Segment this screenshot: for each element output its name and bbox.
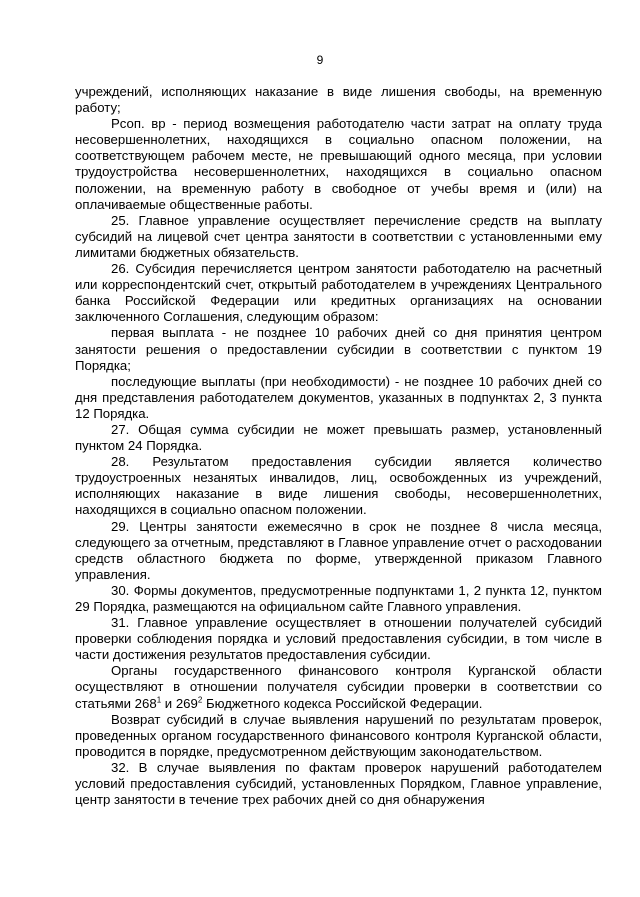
paragraph-first-payment: первая выплата - не позднее 10 рабочих дней со дня принятия центром занятости решения о предоставлении субсидии в соответствии с пунктом 19 Порядка; [75,325,602,373]
paragraph-30: 30. Формы документов, предусмотренные подпунктами 1, 2 пункта 12, пунктом 29 Порядка, размещаются на официальном сайте Главного управления. [75,582,602,614]
financial-control-text: Органы государственного финансового контроля Курганской области осуществляют в отношении получателя субсидии проверки в соответствии со статьями 268 [75,663,602,711]
paragraph-25: 25. Главное управление осуществляет перечисление средств на выплату субсидий на лицевой счет центра занятости в соответствии с установленными ему лимитами бюджетных обязательств. [75,212,602,260]
paragraph-32: 32. В случае выявления по фактам проверок нарушений работодателем условий предоставления субсидий, установленных Порядком, Главное управление, центр занятости в течение трех рабочих дней со дня обнаружения [75,759,602,808]
paragraph-continuation: учреждений, исполняющих наказание в виде лишения свободы, на временную работу; [75,84,602,116]
paragraph-28: 28. Результатом предоставления субсидии является количество трудоустроенных незанятых инвалидов, лиц, освобожденных из учреждений, исполняющих наказание в виде лишения свободы, несовершеннолетних, находящихся в социально опасном положении. [75,454,602,518]
paragraph-26: 26. Субсидия перечисляется центром занятости работодателю на расчетный или корреспондентский счет, открытый работодателем в учреждениях Центрального банка Российской Федерации или кредитных организациях на основании заключенного Соглашения, следующим образом: [75,261,602,325]
article-269-superscript: 2 [197,695,203,705]
paragraph-rsop-definition: Рсоп. вр - период возмещения работодателю части затрат на оплату труда несовершеннолетних, находящихся в социально опасном положении, на соответствующем рабочем месте, не превышающий одного месяца, при условии трудоустройства несовершеннолетних, находящихся в социально опасном положении, на временную работу в свободное от учебы время и (или) на оплачиваемые общественные работы. [75,116,602,212]
paragraph-subsequent-payments: последующие выплаты (при необходимости) - не позднее 10 рабочих дней со дня представления работодателем документов, указанных в подпунктах 2, 3 пункта 12 Порядка. [75,373,602,421]
paragraph-27: 27. Общая сумма субсидии не может превышать размер, установленный пунктом 24 Порядка. [75,421,602,454]
article-268-superscript: 1 [156,695,162,705]
document-body [75,84,602,808]
financial-control-mid: и 269 [161,695,198,711]
financial-control-tail: Бюджетного кодекса Российской Федерации. [202,695,483,711]
paragraph-financial-control [75,663,602,711]
paragraph-refund: Возврат субсидий в случае выявления нарушений по результатам проверок, проведенных органом государственного финансового контроля Курганской области, проводится в порядке, предусмотренном действующим законодательством. [75,711,602,759]
paragraph-29: 29. Центры занятости ежемесячно в срок не позднее 8 числа месяца, следующего за отчетным, представляют в Главное управление отчет о расходовании средств областного бюджета по форме, утвержденной приказом Главного управления. [75,518,602,582]
paragraph-31: 31. Главное управление осуществляет в отношении получателей субсидий проверки соблюдения порядка и условий предоставления субсидии, в том числе в части достижения результатов предоставления субсидии. [75,615,602,663]
page-number: 9 [316,53,324,67]
